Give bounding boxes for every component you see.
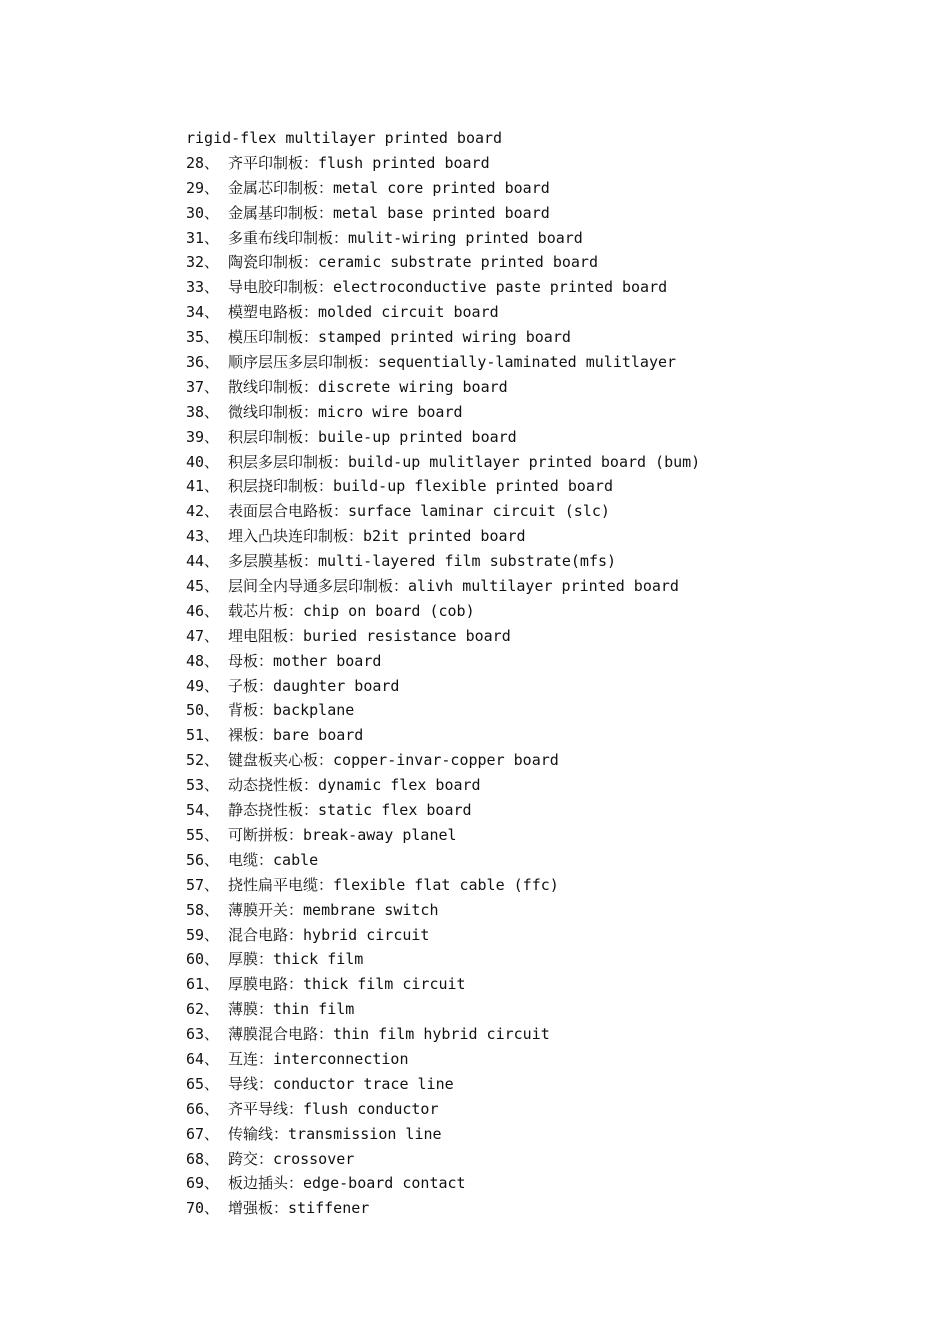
entry-english-term: micro wire board <box>318 402 463 421</box>
glossary-entry <box>186 1097 906 1122</box>
entry-chinese-term: 表面层合电路板： <box>228 502 349 521</box>
entry-number: 61、 <box>186 975 220 994</box>
glossary-entry <box>186 798 906 823</box>
entry-english-term: bare board <box>273 726 364 745</box>
glossary-entry <box>186 624 906 649</box>
entry-english-term: buried resistance board <box>303 626 511 645</box>
glossary-entry <box>186 474 906 499</box>
entry-english-term: flexible flat cable (ffc) <box>333 875 559 894</box>
glossary-entry <box>186 972 906 997</box>
entry-chinese-term: 陶瓷印制板： <box>228 253 319 272</box>
glossary-entry <box>186 350 906 375</box>
entry-english-term: daughter board <box>273 676 400 695</box>
entry-chinese-term: 金属芯印制板： <box>228 178 334 197</box>
entry-chinese-term: 背板： <box>228 701 274 720</box>
glossary-entry <box>186 524 906 549</box>
entry-english-term: stiffener <box>288 1199 370 1218</box>
glossary-entry <box>186 1196 906 1221</box>
entry-english-term: hybrid circuit <box>303 925 430 944</box>
entry-chinese-term: 顺序层压多层印制板： <box>228 353 379 372</box>
glossary-entry <box>186 325 906 350</box>
entry-chinese-term: 挠性扁平电缆： <box>228 875 334 894</box>
entry-number: 50、 <box>186 701 220 720</box>
glossary-entry <box>186 375 906 400</box>
entry-chinese-term: 增强板： <box>228 1199 289 1218</box>
glossary-entry <box>186 848 906 873</box>
entry-number: 44、 <box>186 552 220 571</box>
entry-chinese-term: 厚膜电路： <box>228 975 304 994</box>
entry-english-term: sequentially-laminated mulitlayer <box>378 353 677 372</box>
glossary-entry <box>186 450 906 475</box>
entry-chinese-term: 薄膜开关： <box>228 900 304 919</box>
entry-chinese-term: 静态挠性板： <box>228 801 319 820</box>
entry-chinese-term: 积层挠印制板： <box>228 477 334 496</box>
entry-chinese-term: 薄膜混合电路： <box>228 1025 334 1044</box>
entry-english-term: mulit-wiring printed board <box>348 228 583 247</box>
glossary-entry <box>186 549 906 574</box>
entry-english-term: transmission line <box>288 1124 442 1143</box>
entry-english-term: stamped printed wiring board <box>318 328 571 347</box>
glossary-entry <box>186 947 906 972</box>
entry-english-term: molded circuit board <box>318 303 499 322</box>
glossary-entry <box>186 1047 906 1072</box>
entry-number: 33、 <box>186 278 220 297</box>
entry-english-term: membrane switch <box>303 900 439 919</box>
entry-number: 52、 <box>186 751 220 770</box>
glossary-entry <box>186 1072 906 1097</box>
entry-chinese-term: 多重布线印制板： <box>228 228 349 247</box>
entry-chinese-term: 模压印制板： <box>228 328 319 347</box>
entry-number: 31、 <box>186 228 220 247</box>
entry-english-term: backplane <box>273 701 355 720</box>
entry-english-term: multi-layered film substrate(mfs) <box>318 552 617 571</box>
entry-number: 60、 <box>186 950 220 969</box>
entry-chinese-term: 传输线： <box>228 1124 289 1143</box>
entry-number: 69、 <box>186 1174 220 1193</box>
entry-english-term: discrete wiring board <box>318 377 508 396</box>
glossary-entry <box>186 250 906 275</box>
entry-number: 63、 <box>186 1025 220 1044</box>
entry-chinese-term: 互连： <box>228 1049 274 1068</box>
entry-chinese-term: 混合电路： <box>228 925 304 944</box>
glossary-entry <box>186 674 906 699</box>
entry-chinese-term: 裸板： <box>228 726 274 745</box>
entry-english-term: surface laminar circuit (slc) <box>348 502 610 521</box>
entry-number: 62、 <box>186 1000 220 1019</box>
entry-english-term: interconnection <box>273 1049 409 1068</box>
entry-number: 55、 <box>186 825 220 844</box>
entry-chinese-term: 导电胶印制板： <box>228 278 334 297</box>
entry-english-term: metal core printed board <box>333 178 550 197</box>
entry-english-term: thick film circuit <box>303 975 466 994</box>
entry-english-term: build-up mulitlayer printed board (bum) <box>348 452 701 471</box>
entry-english-term: ceramic substrate printed board <box>318 253 598 272</box>
entry-number: 68、 <box>186 1149 220 1168</box>
entry-number: 29、 <box>186 178 220 197</box>
entry-chinese-term: 埋电阻板： <box>228 626 304 645</box>
entry-chinese-term: 薄膜： <box>228 1000 274 1019</box>
entry-number: 38、 <box>186 402 220 421</box>
glossary-entry <box>186 997 906 1022</box>
entry-english-term: b2it printed board <box>363 527 526 546</box>
entry-english-term: copper-invar-copper board <box>333 751 559 770</box>
glossary-entry <box>186 823 906 848</box>
glossary-entry <box>186 923 906 948</box>
entry-number: 51、 <box>186 726 220 745</box>
glossary-entry <box>186 1147 906 1172</box>
entry-number: 34、 <box>186 303 220 322</box>
glossary-entry <box>186 400 906 425</box>
entry-number: 64、 <box>186 1049 220 1068</box>
glossary-entry <box>186 873 906 898</box>
glossary-entry <box>186 599 906 624</box>
entry-chinese-term: 载芯片板： <box>228 601 304 620</box>
entry-english-term: thin film <box>273 1000 355 1019</box>
glossary-entry <box>186 176 906 201</box>
entry-number: 66、 <box>186 1099 220 1118</box>
entry-english-term: flush printed board <box>318 153 490 172</box>
entry-chinese-term: 跨交： <box>228 1149 274 1168</box>
entry-chinese-term: 板边插头： <box>228 1174 304 1193</box>
entry-number: 67、 <box>186 1124 220 1143</box>
entry-chinese-term: 微线印制板： <box>228 402 319 421</box>
entry-english-term: build-up flexible printed board <box>333 477 613 496</box>
entry-english-term: cable <box>273 850 319 869</box>
entry-chinese-term: 齐平导线： <box>228 1099 304 1118</box>
glossary-entry <box>186 574 906 599</box>
entry-english-term: flush conductor <box>303 1099 439 1118</box>
entry-number: 42、 <box>186 502 220 521</box>
entry-english-term: metal base printed board <box>333 203 550 222</box>
entry-number: 35、 <box>186 328 220 347</box>
entry-english-term: conductor trace line <box>273 1074 454 1093</box>
glossary-entry <box>186 151 906 176</box>
entry-number: 32、 <box>186 253 220 272</box>
entry-number: 53、 <box>186 776 220 795</box>
glossary-entry <box>186 649 906 674</box>
glossary-entry <box>186 723 906 748</box>
entry-chinese-term: 模塑电路板： <box>228 303 319 322</box>
entry-english-term: thick film <box>273 950 364 969</box>
entry-number: 40、 <box>186 452 220 471</box>
entry-number: 45、 <box>186 577 220 596</box>
entry-english-term: crossover <box>273 1149 355 1168</box>
entry-number: 37、 <box>186 377 220 396</box>
glossary-list <box>186 126 906 1221</box>
entry-number: 54、 <box>186 801 220 820</box>
entry-number: 47、 <box>186 626 220 645</box>
glossary-entry <box>186 1171 906 1196</box>
glossary-entry <box>186 201 906 226</box>
entry-number: 70、 <box>186 1199 220 1218</box>
entry-number: 43、 <box>186 527 220 546</box>
entry-chinese-term: 厚膜： <box>228 950 274 969</box>
entry-chinese-term: 积层印制板： <box>228 427 319 446</box>
entry-number: 39、 <box>186 427 220 446</box>
entry-chinese-term: 积层多层印制板： <box>228 452 349 471</box>
glossary-entry <box>186 748 906 773</box>
entry-chinese-term: 埋入凸块连印制板： <box>228 527 364 546</box>
entry-number: 48、 <box>186 651 220 670</box>
entry-chinese-term: 子板： <box>228 676 274 695</box>
entry-chinese-term: 键盘板夹心板： <box>228 751 334 770</box>
entry-chinese-term: 层间全内导通多层印制板： <box>228 577 409 596</box>
entry-english-term: thin film hybrid circuit <box>333 1025 550 1044</box>
entry-number: 46、 <box>186 601 220 620</box>
glossary-entry <box>186 226 906 251</box>
entry-chinese-term: 金属基印制板： <box>228 203 334 222</box>
glossary-entry <box>186 425 906 450</box>
entry-english-term: static flex board <box>318 801 472 820</box>
continuation-line: rigid-flex multilayer printed board <box>186 129 503 147</box>
glossary-entry <box>186 300 906 325</box>
glossary-entry <box>186 898 906 923</box>
entry-number: 36、 <box>186 353 220 372</box>
glossary-entry <box>186 773 906 798</box>
entry-english-term: chip on board (cob) <box>303 601 475 620</box>
glossary-entry <box>186 275 906 300</box>
entry-chinese-term: 可断拼板： <box>228 825 304 844</box>
glossary-entry <box>186 1022 906 1047</box>
entry-chinese-term: 电缆： <box>228 850 274 869</box>
entry-chinese-term: 导线： <box>228 1074 274 1093</box>
entry-chinese-term: 齐平印制板： <box>228 153 319 172</box>
entry-number: 41、 <box>186 477 220 496</box>
entry-english-term: electroconductive paste printed board <box>333 278 668 297</box>
entry-english-term: edge-board contact <box>303 1174 466 1193</box>
entry-chinese-term: 多层膜基板： <box>228 552 319 571</box>
entry-chinese-term: 动态挠性板： <box>228 776 319 795</box>
entry-number: 49、 <box>186 676 220 695</box>
entry-english-term: mother board <box>273 651 382 670</box>
entry-english-term: dynamic flex board <box>318 776 481 795</box>
entry-number: 28、 <box>186 153 220 172</box>
entry-number: 56、 <box>186 850 220 869</box>
entry-number: 65、 <box>186 1074 220 1093</box>
entry-english-term: break-away planel <box>303 825 457 844</box>
entry-number: 30、 <box>186 203 220 222</box>
entry-number: 57、 <box>186 875 220 894</box>
entry-chinese-term: 母板： <box>228 651 274 670</box>
entry-english-term: buile-up printed board <box>318 427 517 446</box>
glossary-entry <box>186 698 906 723</box>
glossary-entry <box>186 499 906 524</box>
entry-number: 59、 <box>186 925 220 944</box>
glossary-entry <box>186 1122 906 1147</box>
entry-english-term: alivh multilayer printed board <box>408 577 679 596</box>
entry-number: 58、 <box>186 900 220 919</box>
entry-chinese-term: 散线印制板： <box>228 377 319 396</box>
